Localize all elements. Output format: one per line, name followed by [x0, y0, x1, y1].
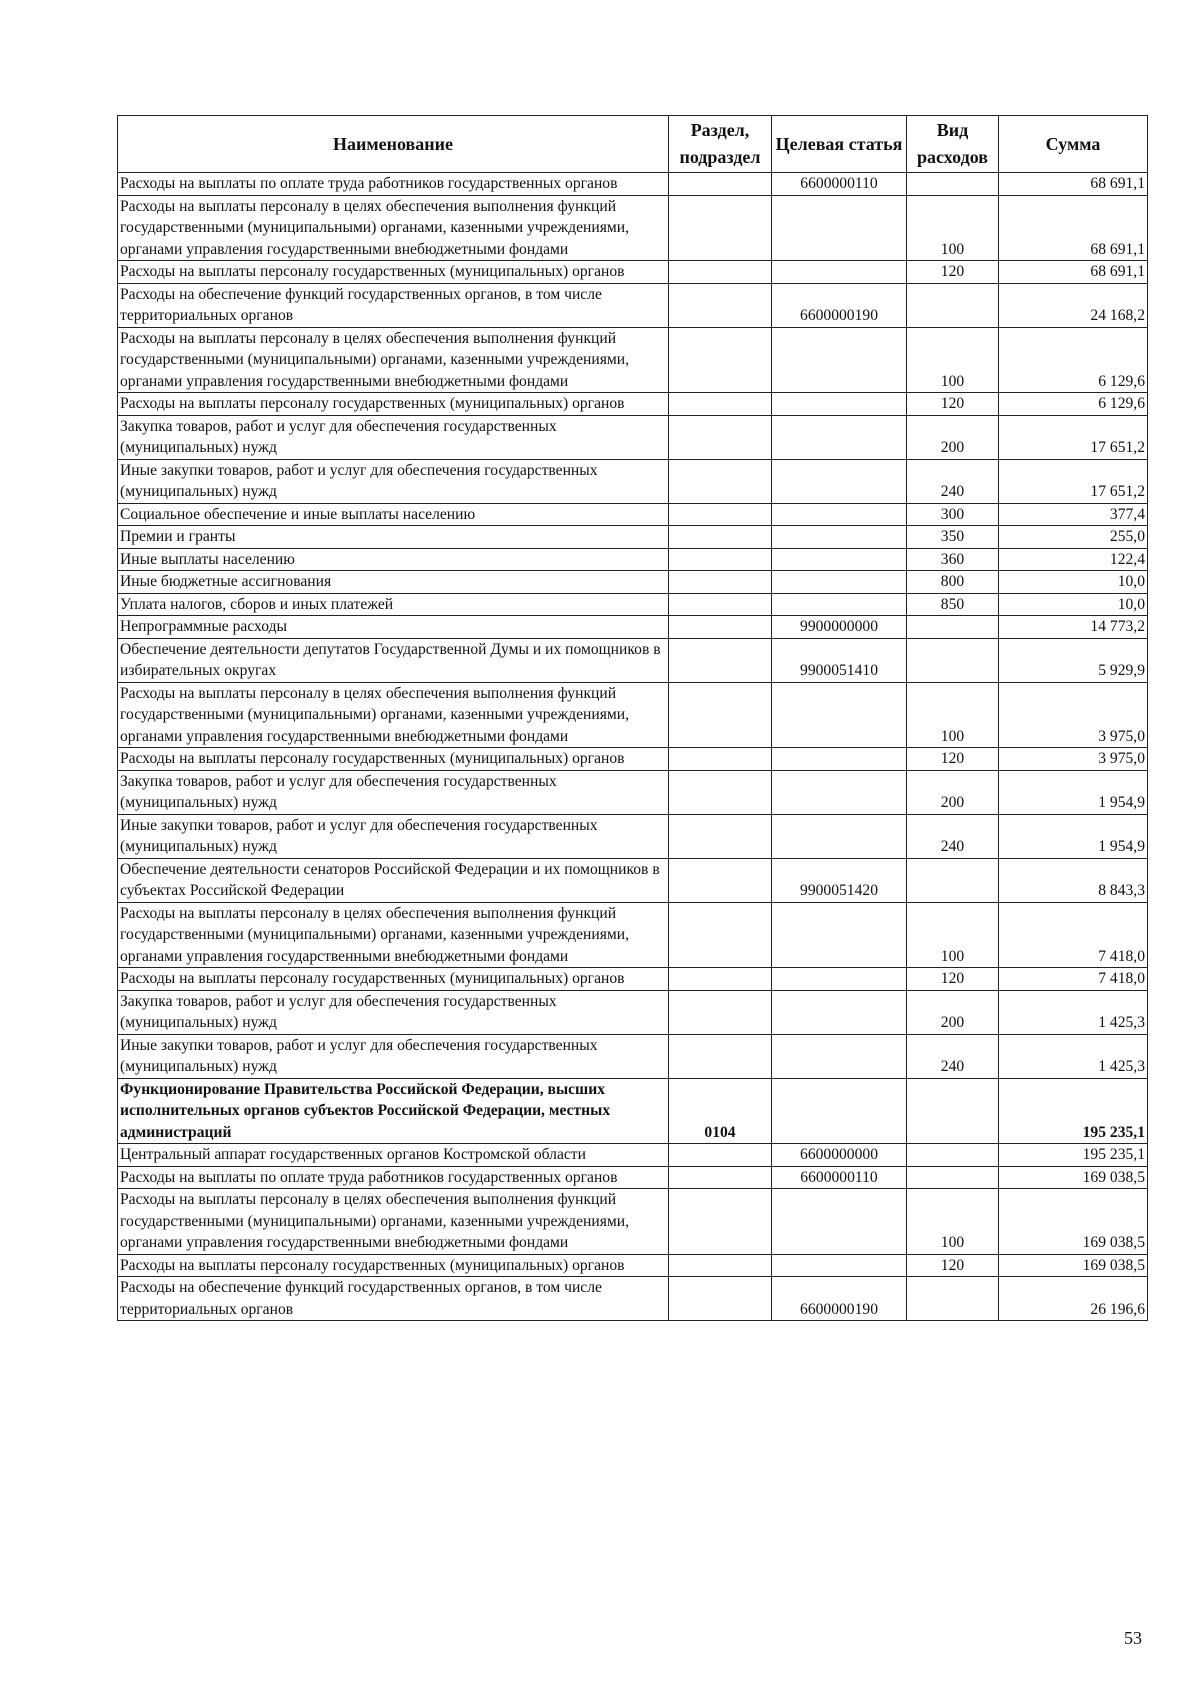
cell-target: [772, 748, 907, 771]
cell-sum: 17 651,2: [999, 415, 1148, 459]
cell-sum: 3 975,0: [999, 748, 1148, 771]
cell-type: [907, 858, 999, 902]
cell-section: [669, 415, 772, 459]
cell-name: Расходы на выплаты персоналу государственных (муниципальных) органов: [118, 393, 669, 416]
cell-section: [669, 1189, 772, 1255]
cell-sum: 195 235,1: [999, 1078, 1148, 1144]
table-row: [118, 616, 1148, 639]
cell-type: [907, 283, 999, 327]
cell-sum: 169 038,5: [999, 1254, 1148, 1277]
cell-sum: 26 196,6: [999, 1277, 1148, 1321]
cell-type: 800: [907, 571, 999, 594]
cell-name: Иные закупки товаров, работ и услуг для обеспечения государственных (муниципальных) нужд: [118, 814, 669, 858]
cell-sum: 10,0: [999, 593, 1148, 616]
table-row: [118, 1189, 1148, 1255]
cell-type: [907, 1078, 999, 1144]
table-row: [118, 593, 1148, 616]
cell-target: [772, 770, 907, 814]
cell-section: [669, 814, 772, 858]
cell-sum: 14 773,2: [999, 616, 1148, 639]
cell-name: Функционирование Правительства Российской Федерации, высших исполнительных органов субъектов Российской Федерации, местных администраций: [118, 1078, 669, 1144]
cell-name: Расходы на выплаты персоналу в целях обеспечения выполнения функций государственными (муниципальными) органами, казенными учреждениями, органами управления государственными внебюджетными фондами: [118, 682, 669, 748]
table-row: [118, 415, 1148, 459]
table-row: [118, 173, 1148, 196]
cell-name: Расходы на выплаты персоналу в целях обеспечения выполнения функций государственными (муниципальными) органами, казенными учреждениями, органами управления государственными внебюджетными фондами: [118, 195, 669, 261]
table-row: [118, 1254, 1148, 1277]
cell-target: [772, 1078, 907, 1144]
cell-target: 6600000190: [772, 1277, 907, 1321]
cell-target: [772, 503, 907, 526]
cell-section: [669, 393, 772, 416]
page-number: 53: [1124, 1628, 1142, 1648]
cell-section: [669, 261, 772, 284]
cell-type: 120: [907, 968, 999, 991]
cell-name: Обеспечение деятельности сенаторов Российской Федерации и их помощников в субъектах Российской Федерации: [118, 858, 669, 902]
table-row: [118, 990, 1148, 1034]
cell-name: Иные закупки товаров, работ и услуг для обеспечения государственных (муниципальных) нужд: [118, 1034, 669, 1078]
table-row: [118, 283, 1148, 327]
cell-name: Расходы на выплаты по оплате труда работников государственных органов: [118, 1166, 669, 1189]
cell-sum: 68 691,1: [999, 195, 1148, 261]
cell-name: Закупка товаров, работ и услуг для обеспечения государственных (муниципальных) нужд: [118, 415, 669, 459]
cell-sum: 68 691,1: [999, 261, 1148, 284]
cell-sum: 1 954,9: [999, 770, 1148, 814]
cell-name: Иные закупки товаров, работ и услуг для обеспечения государственных (муниципальных) нужд: [118, 459, 669, 503]
table-row: [118, 770, 1148, 814]
cell-type: 240: [907, 459, 999, 503]
cell-name: Закупка товаров, работ и услуг для обеспечения государственных (муниципальных) нужд: [118, 990, 669, 1034]
cell-name: Расходы на выплаты по оплате труда работников государственных органов: [118, 173, 669, 196]
table-row: [118, 1277, 1148, 1321]
cell-type: 100: [907, 195, 999, 261]
cell-section: [669, 616, 772, 639]
cell-target: [772, 459, 907, 503]
cell-sum: 122,4: [999, 548, 1148, 571]
cell-target: 6600000110: [772, 1166, 907, 1189]
cell-target: [772, 261, 907, 284]
cell-type: 120: [907, 748, 999, 771]
cell-name: Закупка товаров, работ и услуг для обеспечения государственных (муниципальных) нужд: [118, 770, 669, 814]
cell-target: 6600000000: [772, 1144, 907, 1167]
cell-name: Расходы на выплаты персоналу государственных (муниципальных) органов: [118, 748, 669, 771]
cell-type: 200: [907, 990, 999, 1034]
cell-sum: 1 425,3: [999, 1034, 1148, 1078]
cell-section: [669, 990, 772, 1034]
cell-type: [907, 1277, 999, 1321]
cell-section: [669, 571, 772, 594]
table-row: [118, 682, 1148, 748]
cell-name: Расходы на выплаты персоналу государственных (муниципальных) органов: [118, 1254, 669, 1277]
cell-sum: 6 129,6: [999, 327, 1148, 393]
cell-name: Уплата налогов, сборов и иных платежей: [118, 593, 669, 616]
cell-section: [669, 173, 772, 196]
cell-section: [669, 770, 772, 814]
cell-name: Иные выплаты населению: [118, 548, 669, 571]
cell-target: 9900051420: [772, 858, 907, 902]
table-row: [118, 261, 1148, 284]
cell-type: 240: [907, 814, 999, 858]
cell-name: Расходы на выплаты персоналу в целях обеспечения выполнения функций государственными (муниципальными) органами, казенными учреждениями, органами управления государственными внебюджетными фондами: [118, 902, 669, 968]
cell-name: Социальное обеспечение и иные выплаты населению: [118, 503, 669, 526]
cell-type: [907, 1144, 999, 1167]
cell-type: 850: [907, 593, 999, 616]
cell-section: [669, 1254, 772, 1277]
cell-section: [669, 1144, 772, 1167]
cell-name: Обеспечение деятельности депутатов Государственной Думы и их помощников в избирательных округах: [118, 638, 669, 682]
table-row: [118, 1078, 1148, 1144]
cell-target: 6600000110: [772, 173, 907, 196]
cell-sum: 7 418,0: [999, 968, 1148, 991]
cell-type: 300: [907, 503, 999, 526]
cell-name: Расходы на выплаты персоналу государственных (муниципальных) органов: [118, 261, 669, 284]
cell-target: [772, 1034, 907, 1078]
cell-section: [669, 593, 772, 616]
cell-type: 200: [907, 770, 999, 814]
header-name: Наименование: [118, 116, 669, 173]
cell-type: [907, 638, 999, 682]
table-row: [118, 195, 1148, 261]
table-row: [118, 902, 1148, 968]
cell-section: [669, 548, 772, 571]
cell-section: 0104: [669, 1078, 772, 1144]
cell-section: [669, 503, 772, 526]
table-row: [118, 1166, 1148, 1189]
cell-type: 240: [907, 1034, 999, 1078]
cell-type: 120: [907, 393, 999, 416]
cell-name: Расходы на выплаты персоналу в целях обеспечения выполнения функций государственными (муниципальными) органами, казенными учреждениями, органами управления государственными внебюджетными фондами: [118, 1189, 669, 1255]
cell-sum: 3 975,0: [999, 682, 1148, 748]
cell-type: 360: [907, 548, 999, 571]
cell-name: Непрограммные расходы: [118, 616, 669, 639]
cell-type: [907, 1166, 999, 1189]
cell-sum: 169 038,5: [999, 1189, 1148, 1255]
cell-sum: 68 691,1: [999, 173, 1148, 196]
cell-target: 6600000190: [772, 283, 907, 327]
cell-type: 350: [907, 526, 999, 549]
table-row: [118, 748, 1148, 771]
cell-sum: 5 929,9: [999, 638, 1148, 682]
cell-section: [669, 968, 772, 991]
cell-section: [669, 195, 772, 261]
cell-section: [669, 459, 772, 503]
cell-section: [669, 682, 772, 748]
cell-target: [772, 195, 907, 261]
table-header-row: [118, 116, 1148, 173]
cell-sum: 6 129,6: [999, 393, 1148, 416]
cell-name: Иные бюджетные ассигнования: [118, 571, 669, 594]
budget-table: [117, 115, 1148, 1321]
cell-sum: 169 038,5: [999, 1166, 1148, 1189]
cell-target: [772, 814, 907, 858]
cell-name: Расходы на обеспечение функций государственных органов, в том числе территориальных органов: [118, 283, 669, 327]
cell-section: [669, 526, 772, 549]
table-row: [118, 548, 1148, 571]
cell-name: Центральный аппарат государственных органов Костромской области: [118, 1144, 669, 1167]
cell-target: [772, 902, 907, 968]
cell-sum: 377,4: [999, 503, 1148, 526]
table-row: [118, 503, 1148, 526]
cell-sum: 10,0: [999, 571, 1148, 594]
cell-section: [669, 858, 772, 902]
cell-target: 9900051410: [772, 638, 907, 682]
header-section: Раздел, подраздел: [669, 116, 772, 173]
cell-target: [772, 415, 907, 459]
header-target: Целевая статья: [772, 116, 907, 173]
cell-section: [669, 1277, 772, 1321]
cell-target: [772, 990, 907, 1034]
header-type: Вид расходов: [907, 116, 999, 173]
cell-target: [772, 393, 907, 416]
cell-sum: 8 843,3: [999, 858, 1148, 902]
table-row: [118, 393, 1148, 416]
cell-target: [772, 327, 907, 393]
cell-section: [669, 1166, 772, 1189]
table-row: [118, 459, 1148, 503]
cell-section: [669, 748, 772, 771]
table-row: [118, 1144, 1148, 1167]
header-sum: Сумма: [999, 116, 1148, 173]
cell-name: Расходы на выплаты персоналу в целях обеспечения выполнения функций государственными (муниципальными) органами, казенными учреждениями, органами управления государственными внебюджетными фондами: [118, 327, 669, 393]
cell-type: 120: [907, 1254, 999, 1277]
cell-type: [907, 173, 999, 196]
cell-section: [669, 283, 772, 327]
table-row: [118, 327, 1148, 393]
cell-target: 9900000000: [772, 616, 907, 639]
table-row: [118, 571, 1148, 594]
cell-target: [772, 1254, 907, 1277]
table-row: [118, 526, 1148, 549]
cell-name: Расходы на обеспечение функций государственных органов, в том числе территориальных органов: [118, 1277, 669, 1321]
cell-type: 100: [907, 327, 999, 393]
table-row: [118, 814, 1148, 858]
cell-section: [669, 1034, 772, 1078]
cell-section: [669, 327, 772, 393]
cell-type: 200: [907, 415, 999, 459]
cell-section: [669, 902, 772, 968]
table-row: [118, 858, 1148, 902]
cell-target: [772, 682, 907, 748]
cell-sum: 195 235,1: [999, 1144, 1148, 1167]
cell-sum: 1 954,9: [999, 814, 1148, 858]
cell-type: 120: [907, 261, 999, 284]
cell-target: [772, 526, 907, 549]
cell-target: [772, 1189, 907, 1255]
table-row: [118, 968, 1148, 991]
cell-target: [772, 571, 907, 594]
cell-type: 100: [907, 902, 999, 968]
cell-type: 100: [907, 1189, 999, 1255]
cell-sum: 24 168,2: [999, 283, 1148, 327]
cell-sum: 17 651,2: [999, 459, 1148, 503]
table-row: [118, 638, 1148, 682]
table-row: [118, 1034, 1148, 1078]
cell-target: [772, 593, 907, 616]
cell-name: Премии и гранты: [118, 526, 669, 549]
cell-target: [772, 968, 907, 991]
cell-section: [669, 638, 772, 682]
cell-name: Расходы на выплаты персоналу государственных (муниципальных) органов: [118, 968, 669, 991]
cell-sum: 7 418,0: [999, 902, 1148, 968]
cell-type: 100: [907, 682, 999, 748]
cell-sum: 255,0: [999, 526, 1148, 549]
cell-sum: 1 425,3: [999, 990, 1148, 1034]
cell-type: [907, 616, 999, 639]
cell-target: [772, 548, 907, 571]
